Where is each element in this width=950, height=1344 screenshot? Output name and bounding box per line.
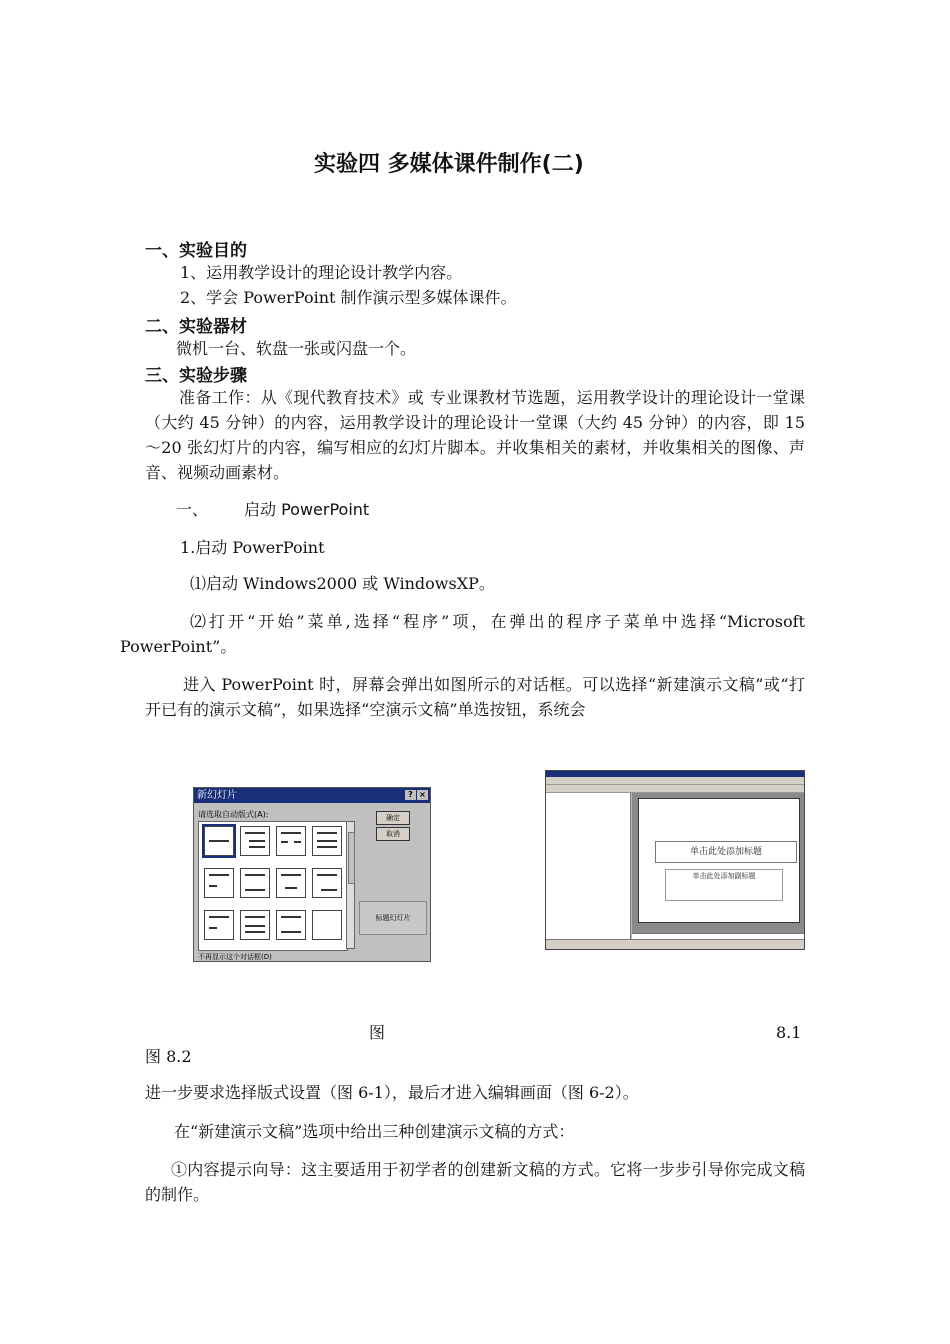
dont-show-checkbox: 不再显示这个对话框(D): [198, 953, 272, 961]
dialog-titlebar: [194, 788, 430, 803]
layout-thumb: [276, 826, 306, 856]
step-1: ⑴启动 Windows2000 或 WindowsXP。: [190, 574, 495, 593]
title-placeholder: 单击此处添加标题: [655, 841, 797, 863]
layout-thumb: [240, 868, 270, 898]
ppt-outline-pane: [546, 793, 631, 941]
figure-caption-right: 8.1: [776, 1023, 802, 1042]
purpose-item-2: 2、学会 PowerPoint 制作演示型多媒体课件。: [180, 288, 517, 307]
new-presentation-text: 在“新建演示文稿”选项中给出三种创建演示文稿的方式：: [174, 1122, 575, 1141]
dialog-title: 新幻灯片: [197, 790, 237, 801]
figure-caption-left: 图: [369, 1023, 386, 1042]
section-heading-equipment: 二、实验器材: [145, 317, 247, 337]
purpose-item-1: 1、运用教学设计的理论设计教学内容。: [180, 263, 463, 282]
page-title: 实验四 多媒体课件制作(二): [314, 152, 584, 177]
ppt-menubar: [546, 777, 804, 785]
ppt-slide: [638, 798, 800, 923]
layout-thumb: [312, 910, 342, 940]
step-2: ⑵打开“开始”菜单,选择“程序”项，在弹出的程序子菜单中选择“Microsoft PowerPoint”。: [120, 612, 805, 656]
layout-thumb: [312, 826, 342, 856]
section-heading-steps: 三、实验步骤: [145, 366, 247, 386]
layout-thumb: [240, 910, 270, 940]
equipment-text: 微机一台、软盘一张或闪盘一个。: [176, 339, 417, 358]
layout-thumb: [276, 868, 306, 898]
figure-caption-second: 图 8.2: [145, 1047, 192, 1066]
layout-thumb: [204, 868, 234, 898]
help-icon: ?: [405, 790, 416, 800]
ok-button: 确定: [376, 811, 410, 825]
layout-prompt: 请选取自动版式(A):: [198, 810, 269, 819]
wizard-text: ①内容提示向导：这主要适用于初学者的创建新文稿的方式。它将一步步引导你完成文稿的制作。: [145, 1160, 805, 1204]
layout-thumb: [240, 826, 270, 856]
section-heading-purpose: 一、实验目的: [145, 241, 247, 261]
layout-setting-text: 进一步要求选择版式设置（图 6-1），最后才进入编辑画面（图 6-2）。: [145, 1083, 639, 1102]
ppt-slide-area: [632, 793, 805, 933]
cancel-button: 取消: [376, 827, 410, 841]
layout-scrollbar: [346, 821, 355, 949]
layout-thumb: [204, 826, 234, 856]
subtitle-placeholder: 单击此处添加副标题: [665, 869, 783, 901]
preparation-paragraph: 准备工作：从《现代教育技术》或 专业课教材节选题，运用教学设计的理论设计一堂课（大约 45 分钟）的内容，运用教学设计的理论设计一堂课（大约 45 分钟）的内容，即 15～20 张幻灯片的内容，编写相应的幻灯片脚本。并收集相关的素材，并收集相关的图像、声音、视频动画素材。: [145, 388, 805, 482]
step-start-powerpoint: 1.启动 PowerPoint: [180, 538, 325, 557]
layout-thumb: [204, 910, 234, 940]
layout-preview: 标题幻灯片: [359, 901, 427, 935]
enter-powerpoint-paragraph: 进入 PowerPoint 时，屏幕会弹出如图所示的对话框。可以选择“新建演示文稿”或“打开已有的演示文稿”，如果选择“空演示文稿”单选按钮，系统会: [145, 675, 805, 719]
subsection-label: 启动 PowerPoint: [244, 500, 370, 519]
subsection-number: 一、: [176, 500, 209, 519]
ppt-statusbar: [546, 939, 804, 949]
layout-thumb: [276, 910, 306, 940]
close-icon: ×: [417, 790, 428, 800]
powerpoint-window-image: [545, 770, 805, 950]
new-slide-dialog-image: [193, 787, 431, 962]
layout-thumb: [312, 868, 342, 898]
layout-grid: [198, 821, 348, 951]
ppt-toolbar: [546, 785, 804, 793]
